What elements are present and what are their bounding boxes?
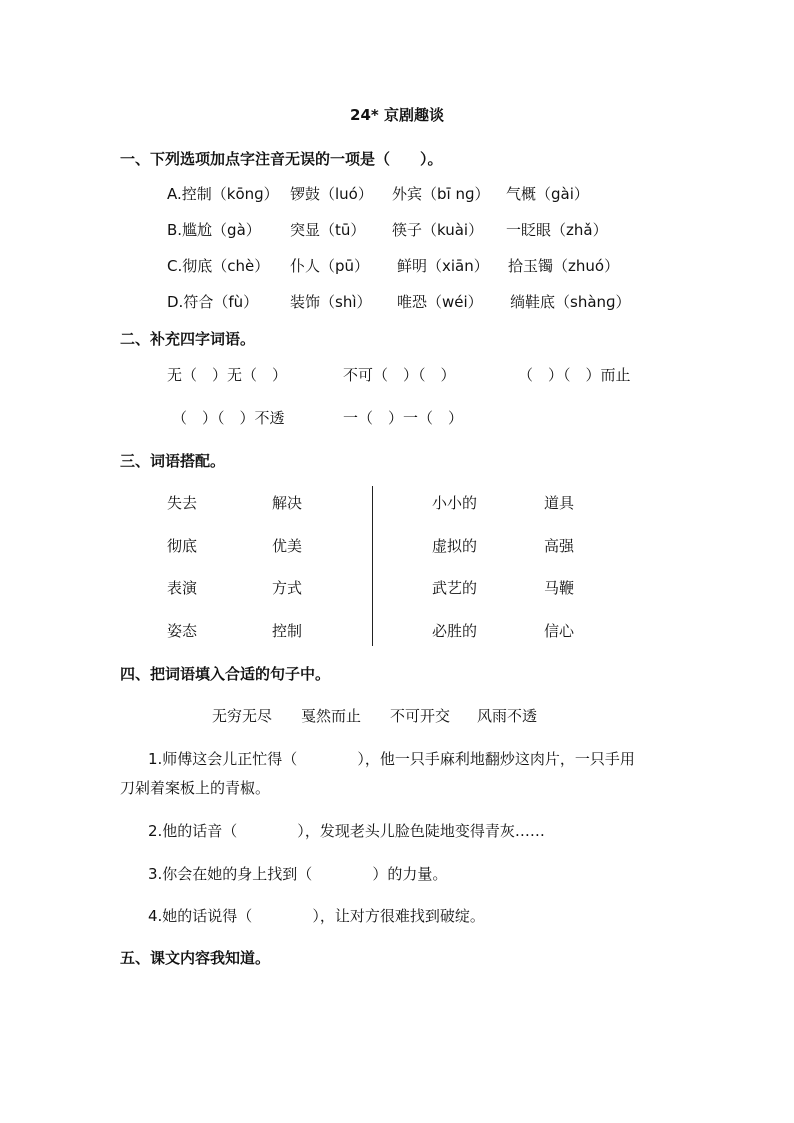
section-3-heading: 三、词语搭配。	[120, 452, 226, 470]
option-d-3: 唯恐（wéi）	[397, 293, 483, 311]
match-right-a-1: 小小的	[432, 494, 478, 512]
match-left-b-1: 解决	[272, 494, 303, 512]
page-title: 24* 京剧趣谈	[350, 106, 444, 124]
match-right-a-4: 必胜的	[432, 622, 478, 640]
match-left-b-4: 控制	[272, 622, 303, 640]
section-2-heading: 二、补充四字词语。	[120, 330, 256, 348]
option-c-4: 拾玉镯（zhuó）	[508, 257, 620, 275]
idiom-blank-2: 不可（ ）（ ）	[343, 366, 456, 384]
option-d-1: D.符合（fù）	[167, 293, 259, 311]
question-3: 3.你会在她的身上找到（ ）的力量。	[148, 865, 448, 883]
option-c-1: C.彻底（chè）	[167, 257, 270, 275]
option-b-3: 筷子（kuài）	[392, 221, 484, 239]
match-right-a-2: 虚拟的	[432, 537, 478, 555]
word-bank-3: 不可开交	[390, 707, 451, 725]
option-b-4: 一眨眼（zhǎ）	[506, 221, 608, 239]
section-1-heading: 一、下列选项加点字注音无误的一项是（ ）。	[120, 150, 443, 168]
question-1-line-1: 1.师傅这会儿正忙得（ ），他一只手麻利地翻炒这肉片，一只手用	[148, 750, 635, 768]
match-left-b-3: 方式	[272, 579, 303, 597]
match-left-a-2: 彻底	[167, 537, 198, 555]
question-4: 4.她的话说得（ ），让对方很难找到破绽。	[148, 907, 485, 925]
idiom-blank-4: （ ）（ ）不透	[172, 409, 285, 427]
option-b-2: 突显（tū）	[290, 221, 366, 239]
match-right-b-2: 高强	[544, 537, 575, 555]
match-right-b-4: 信心	[544, 622, 575, 640]
question-2: 2.他的话音（ ），发现老头儿脸色陡地变得青灰……	[148, 822, 545, 840]
option-a-3: 外宾（bī nɡ）	[392, 185, 490, 203]
question-1-line-2: 刀剁着案板上的青椒。	[120, 779, 271, 797]
idiom-blank-5: 一（ ）一（ ）	[343, 409, 464, 427]
word-bank-2: 戛然而止	[301, 707, 362, 725]
option-d-4: 绱鞋底（shànɡ）	[510, 293, 631, 311]
option-c-2: 仆人（pū）	[290, 257, 370, 275]
idiom-blank-3: （ ）（ ）而止	[518, 366, 631, 384]
option-a-4: 气概（gài）	[506, 185, 589, 203]
word-bank-1: 无穷无尽	[212, 707, 273, 725]
match-right-b-1: 道具	[544, 494, 575, 512]
option-a-1: A.控制（kōnɡ）	[167, 185, 279, 203]
section-5-heading: 五、课文内容我知道。	[120, 949, 271, 967]
idiom-blank-1: 无（ ）无（ ）	[167, 366, 288, 384]
option-b-1: B.尴尬（gà）	[167, 221, 261, 239]
match-left-b-2: 优美	[272, 537, 303, 555]
column-divider	[372, 486, 373, 646]
word-bank-4: 风雨不透	[477, 707, 538, 725]
section-4-heading: 四、把词语填入合适的句子中。	[120, 665, 331, 683]
match-right-b-3: 马鞭	[544, 579, 575, 597]
match-right-a-3: 武艺的	[432, 579, 478, 597]
match-left-a-4: 姿态	[167, 622, 198, 640]
option-d-2: 装饰（shì）	[290, 293, 372, 311]
option-c-3: 鲜明（xiān）	[397, 257, 489, 275]
option-a-2: 锣鼓（luó）	[290, 185, 373, 203]
match-left-a-3: 表演	[167, 579, 198, 597]
match-left-a-1: 失去	[167, 494, 198, 512]
